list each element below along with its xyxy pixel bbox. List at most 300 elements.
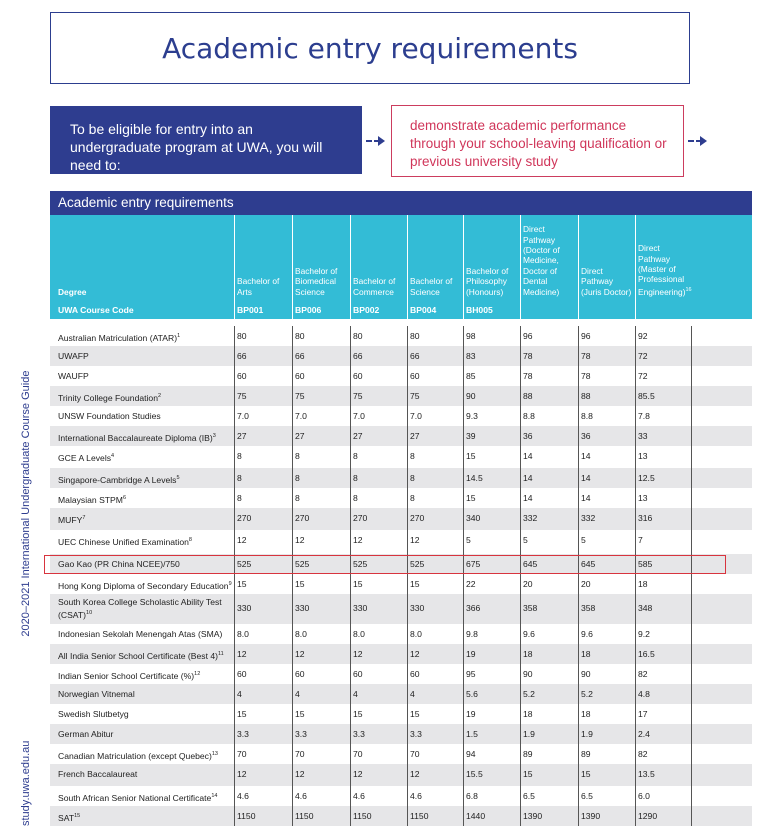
column-divider — [691, 326, 692, 346]
table-cell: 72 — [638, 371, 648, 381]
table-cell: 3.3 — [410, 729, 422, 739]
table-cell: 316 — [638, 513, 653, 523]
column-divider — [691, 684, 692, 704]
row-label: SAT$^{15}$ — [58, 812, 81, 823]
table-cell: 15 — [523, 769, 533, 779]
table-cell: 15 — [410, 579, 420, 589]
column-divider — [520, 301, 521, 319]
table-cell: 66 — [353, 351, 363, 361]
table-cell: 85 — [466, 371, 476, 381]
table-cell: 70 — [410, 749, 420, 759]
table-row — [50, 346, 752, 366]
column-header: Direct Pathway (Doctor of Medicine, Doctor of Dental Medicine) — [523, 224, 560, 297]
course-code: BP001 — [237, 305, 264, 315]
footnote-marker: 6 — [122, 495, 127, 501]
row-label: GCE A Levels$^4$ — [58, 452, 115, 463]
column-divider — [691, 488, 692, 508]
column-header: Bachelor of Arts — [237, 276, 280, 297]
row-label: UNSW Foundation Studies — [58, 411, 161, 421]
table-cell: 5 — [466, 535, 471, 545]
table-row — [50, 624, 752, 644]
table-cell: 75 — [237, 391, 247, 401]
row-label: South African Senior National Certificate$^{14}$ — [58, 792, 218, 803]
table-cell: 645 — [523, 559, 538, 569]
row-label: Norwegian Vitnemal — [58, 689, 135, 699]
table-cell: 12.5 — [638, 473, 655, 483]
footnote-marker: 5 — [176, 475, 180, 481]
table-cell: 585 — [638, 559, 653, 569]
table-cell: 8 — [295, 493, 300, 503]
table-row — [50, 806, 752, 826]
table-cell: 12 — [410, 769, 420, 779]
table-cell: 72 — [638, 351, 648, 361]
table-cell: 332 — [523, 513, 538, 523]
row-label: Indian Senior School Certificate (%)$^{12}$ — [58, 670, 201, 681]
table-cell: 8.0 — [353, 629, 365, 639]
table-cell: 4.8 — [638, 689, 650, 699]
table-cell: 8 — [410, 473, 415, 483]
table-cell: 92 — [638, 331, 648, 341]
column-divider — [691, 406, 692, 426]
column-divider — [691, 704, 692, 724]
table-cell: 96 — [581, 331, 591, 341]
table-cell: 12 — [353, 769, 363, 779]
footnote-marker: 4 — [111, 453, 115, 459]
table-cell: 78 — [523, 371, 533, 381]
table-row — [50, 644, 752, 664]
table-row — [50, 594, 752, 624]
table-cell: 19 — [466, 709, 476, 719]
column-divider — [691, 806, 692, 826]
table-cell: 1.9 — [581, 729, 593, 739]
column-divider — [691, 446, 692, 468]
table-cell: 80 — [237, 331, 247, 341]
table-cell: 270 — [410, 513, 425, 523]
table-cell: 12 — [295, 535, 305, 545]
table-cell: 14 — [581, 493, 591, 503]
footnote-marker: 8 — [188, 537, 192, 543]
table-cell: 60 — [410, 371, 420, 381]
table-row — [50, 406, 752, 426]
table-cell: 4 — [353, 689, 358, 699]
table-cell: 18 — [523, 649, 533, 659]
table-cell: 8.8 — [523, 411, 535, 421]
table-cell: 8 — [295, 473, 300, 483]
table-cell: 14.5 — [466, 473, 483, 483]
table-cell: 60 — [353, 371, 363, 381]
table-cell: 78 — [581, 371, 591, 381]
table-cell: 85.5 — [638, 391, 655, 401]
table-cell: 60 — [295, 371, 305, 381]
table-cell: 33 — [638, 431, 648, 441]
table-cell: 4 — [295, 689, 300, 699]
table-cell: 8 — [410, 493, 415, 503]
column-divider — [578, 301, 579, 319]
table-cell: 36 — [581, 431, 591, 441]
table-row — [50, 704, 752, 724]
table-cell: 5.6 — [466, 689, 478, 699]
column-header: Direct Pathway (Master of Professional Engineering)$^{16}$ — [638, 243, 692, 297]
table-cell: 9.8 — [466, 629, 478, 639]
table-cell: 12 — [410, 535, 420, 545]
table-row — [50, 664, 752, 684]
table-cell: 88 — [581, 391, 591, 401]
table-cell: 15 — [581, 769, 591, 779]
table-cell: 332 — [581, 513, 596, 523]
table-cell: 348 — [638, 603, 653, 613]
footnote-marker: 12 — [194, 671, 201, 677]
table-cell: 358 — [523, 603, 538, 613]
table-cell: 525 — [353, 559, 368, 569]
side-margin-text — [20, 86, 32, 826]
table-cell: 12 — [237, 535, 247, 545]
table-cell: 1150 — [353, 811, 372, 821]
table-cell: 94 — [466, 749, 476, 759]
table-cell: 60 — [353, 669, 363, 679]
table-cell: 4 — [237, 689, 242, 699]
table-cell: 5 — [523, 535, 528, 545]
row-label: Australian Matriculation (ATAR)$^1$ — [58, 332, 181, 343]
table-cell: 14 — [523, 493, 533, 503]
row-label: Malaysian STPM$^6$ — [58, 494, 127, 505]
table-cell: 60 — [295, 669, 305, 679]
table-cell: 4.6 — [353, 791, 365, 801]
footnote-marker: 15 — [74, 813, 81, 819]
table-cell: 17 — [638, 709, 648, 719]
table-cell: 12 — [295, 649, 305, 659]
table-cell: 7.0 — [353, 411, 365, 421]
table-cell: 75 — [295, 391, 305, 401]
table-cell: 8.8 — [581, 411, 593, 421]
table-cell: 7.0 — [410, 411, 422, 421]
table-cell: 15 — [466, 451, 476, 461]
intro-requirement-box: To be eligible for entry into an undergraduate program at UWA, you will need to: — [50, 106, 362, 174]
table-cell: 20 — [523, 579, 533, 589]
table-cell: 9.2 — [638, 629, 650, 639]
table-cell: 270 — [353, 513, 368, 523]
table-cell: 15 — [295, 579, 305, 589]
column-divider — [691, 724, 692, 744]
column-divider — [691, 386, 692, 406]
academic-performance-box: demonstrate academic performance through your school-leaving qualification or previous university study — [391, 105, 684, 177]
footnote-marker: 16 — [685, 286, 692, 293]
table-cell: 15 — [466, 493, 476, 503]
table-cell: 645 — [581, 559, 596, 569]
course-code-label: UWA Course Code — [58, 305, 134, 315]
highlight-box — [44, 555, 726, 574]
table-cell: 5.2 — [523, 689, 535, 699]
row-label: WAUFP — [58, 371, 89, 381]
table-cell: 8 — [353, 451, 358, 461]
column-divider — [691, 508, 692, 530]
table-cell: 83 — [466, 351, 476, 361]
table-cell: 14 — [581, 451, 591, 461]
table-cell: 14 — [523, 451, 533, 461]
table-row — [50, 326, 752, 346]
footnote-marker: 3 — [212, 433, 216, 439]
row-label: Singapore-Cambridge A Levels$^5$ — [58, 474, 180, 485]
table-cell: 4 — [410, 689, 415, 699]
table-cell: 366 — [466, 603, 481, 613]
table-cell: 8 — [237, 451, 242, 461]
site-url: study.uwa.edu.au — [20, 740, 32, 826]
row-label: Swedish Slutbetyg — [58, 709, 129, 719]
column-divider — [691, 764, 692, 786]
table-cell: 7 — [638, 535, 643, 545]
table-cell: 96 — [523, 331, 533, 341]
table-cell: 66 — [237, 351, 247, 361]
column-divider — [691, 530, 692, 554]
row-label: South Korea College Scholastic Ability Test (CSAT)$^{10}$ — [58, 597, 222, 620]
table-cell: 15 — [237, 709, 247, 719]
footnote-marker: 10 — [86, 610, 93, 616]
table-cell: 3.3 — [237, 729, 249, 739]
column-divider — [691, 786, 692, 806]
table-cell: 6.0 — [638, 791, 650, 801]
table-cell: 4.6 — [237, 791, 249, 801]
table-cell: 12 — [295, 769, 305, 779]
title-box — [50, 12, 690, 84]
table-cell: 8 — [237, 473, 242, 483]
table-cell: 340 — [466, 513, 481, 523]
table-cell: 82 — [638, 749, 648, 759]
table-cell: 90 — [581, 669, 591, 679]
row-label: UWAFP — [58, 351, 89, 361]
footnote-marker: 11 — [218, 651, 224, 657]
table-cell: 18 — [638, 579, 648, 589]
table-cell: 6.5 — [523, 791, 535, 801]
row-label: Indonesian Sekolah Menengah Atas (SMA) — [58, 629, 223, 639]
table-cell: 8.0 — [410, 629, 422, 639]
course-code: BP004 — [410, 305, 437, 315]
table-cell: 98 — [466, 331, 476, 341]
table-cell: 12 — [410, 649, 420, 659]
table-cell: 7.0 — [295, 411, 307, 421]
table-row — [50, 530, 752, 554]
table-cell: 27 — [237, 431, 247, 441]
table-cell: 525 — [237, 559, 252, 569]
table-cell: 14 — [523, 473, 533, 483]
table-cell: 8 — [353, 473, 358, 483]
table-cell: 27 — [410, 431, 420, 441]
table-cell: 90 — [523, 669, 533, 679]
table-cell: 15 — [353, 579, 363, 589]
table-cell: 20 — [581, 579, 591, 589]
table-cell: 80 — [295, 331, 305, 341]
table-cell: 70 — [353, 749, 363, 759]
table-cell: 14 — [581, 473, 591, 483]
table-cell: 525 — [295, 559, 310, 569]
table-row — [50, 744, 752, 764]
table-row — [50, 724, 752, 744]
column-divider — [691, 744, 692, 764]
footnote-marker: 7 — [82, 515, 86, 521]
table-cell: 13.5 — [638, 769, 655, 779]
row-label: UEC Chinese Unified Examination$^8$ — [58, 536, 192, 547]
table-cell: 9.3 — [466, 411, 478, 421]
table-row — [50, 426, 752, 446]
column-divider — [691, 664, 692, 684]
table-cell: 60 — [410, 669, 420, 679]
arrow-right-icon — [688, 134, 708, 148]
table-cell: 8 — [295, 451, 300, 461]
table-cell: 36 — [523, 431, 533, 441]
table-cell: 270 — [295, 513, 310, 523]
table-cell: 1.5 — [466, 729, 478, 739]
table-cell: 1290 — [638, 811, 658, 821]
table-cell: 90 — [466, 391, 476, 401]
column-header: Bachelor of Biomedical Science — [295, 265, 338, 297]
table-cell: 70 — [295, 749, 305, 759]
table-cell: 1390 — [523, 811, 543, 821]
table-cell: 95 — [466, 669, 476, 679]
table-cell: 330 — [353, 603, 368, 613]
table-cell: 525 — [410, 559, 425, 569]
column-header: Direct Pathway (Juris Doctor) — [581, 265, 632, 297]
table-cell: 13 — [638, 493, 648, 503]
table-cell: 18 — [581, 649, 591, 659]
table-cell: 330 — [410, 603, 425, 613]
table-cell: 8 — [237, 493, 242, 503]
table-cell: 358 — [581, 603, 596, 613]
table-cell: 7.8 — [638, 411, 650, 421]
course-code-row — [50, 301, 752, 319]
table-cell: 270 — [237, 513, 252, 523]
table-cell: 3.3 — [295, 729, 307, 739]
column-divider — [691, 644, 692, 664]
row-label: Canadian Matriculation (except Quebec)$^{13}$ — [58, 750, 218, 761]
table-cell: 75 — [353, 391, 363, 401]
column-divider — [635, 301, 636, 319]
table-cell: 39 — [466, 431, 476, 441]
table-cell: 60 — [237, 371, 247, 381]
footnote-marker: 13 — [211, 751, 218, 757]
column-header: Bachelor of Science — [410, 276, 453, 297]
table-row — [50, 508, 752, 530]
footnote-marker: 2 — [158, 393, 162, 399]
table-cell: 78 — [581, 351, 591, 361]
table-cell: 7.0 — [237, 411, 249, 421]
table-cell: 80 — [410, 331, 420, 341]
table-cell: 15 — [353, 709, 363, 719]
footnote-marker: 1 — [177, 333, 181, 339]
column-divider — [691, 574, 692, 594]
table-cell: 80 — [353, 331, 363, 341]
page-title: Academic entry requirements — [162, 31, 578, 65]
column-divider — [691, 366, 692, 386]
row-label: Trinity College Foundation$^2$ — [58, 392, 162, 403]
table-cell: 6.8 — [466, 791, 478, 801]
table-cell: 75 — [410, 391, 420, 401]
table-cell: 330 — [295, 603, 310, 613]
table-cell: 6.5 — [581, 791, 593, 801]
row-label: Gao Kao (PR China NCEE)/750 — [58, 559, 180, 569]
table-cell: 89 — [581, 749, 591, 759]
table-cell: 1440 — [466, 811, 486, 821]
table-row — [50, 786, 752, 806]
table-cell: 12 — [237, 649, 247, 659]
table-cell: 70 — [237, 749, 247, 759]
table-cell: 1390 — [581, 811, 601, 821]
table-row — [50, 468, 752, 488]
table-cell: 27 — [353, 431, 363, 441]
table-cell: 675 — [466, 559, 481, 569]
table-cell: 15.5 — [466, 769, 483, 779]
degree-label: Degree — [58, 286, 87, 297]
table-cell: 15 — [237, 579, 247, 589]
table-cell: 66 — [410, 351, 420, 361]
table-cell: 9.6 — [523, 629, 535, 639]
arrow-right-icon — [366, 134, 386, 148]
column-divider — [691, 426, 692, 446]
row-label: French Baccalaureat — [58, 769, 138, 779]
table-row — [50, 684, 752, 704]
course-code: BP002 — [353, 305, 380, 315]
column-header: Bachelor of Commerce — [353, 276, 396, 297]
table-row — [50, 446, 752, 468]
table-row — [50, 574, 752, 594]
table-cell: 8.0 — [237, 629, 249, 639]
guide-title: 2020–2021 International Undergraduate Course Guide — [20, 370, 32, 637]
table-cell: 1150 — [410, 811, 429, 821]
table-cell: 4.6 — [410, 791, 422, 801]
table-row — [50, 488, 752, 508]
table-cell: 18 — [581, 709, 591, 719]
table-cell: 16.5 — [638, 649, 655, 659]
column-divider — [691, 624, 692, 644]
table-cell: 9.6 — [581, 629, 593, 639]
table-cell: 15 — [410, 709, 420, 719]
row-label: International Baccalaureate Diploma (IB)$^3$ — [58, 432, 216, 443]
table-cell: 8 — [353, 493, 358, 503]
table-cell: 22 — [466, 579, 476, 589]
footnote-marker: 9 — [228, 581, 232, 587]
row-label: MUFY$^7$ — [58, 514, 86, 525]
table-cell: 1.9 — [523, 729, 535, 739]
column-divider — [691, 468, 692, 488]
table-cell: 19 — [466, 649, 476, 659]
table-cell: 60 — [237, 669, 247, 679]
table-row — [50, 764, 752, 786]
table-cell: 66 — [295, 351, 305, 361]
table-cell: 88 — [523, 391, 533, 401]
table-row — [50, 366, 752, 386]
footnote-marker: 14 — [211, 793, 218, 799]
table-heading: Academic entry requirements — [50, 191, 752, 215]
table-cell: 1150 — [237, 811, 256, 821]
table-cell: 18 — [523, 709, 533, 719]
table-row — [50, 386, 752, 406]
table-cell: 1150 — [295, 811, 314, 821]
table-cell: 3.3 — [353, 729, 365, 739]
column-header: Bachelor of Philosophy (Honours) — [466, 265, 509, 297]
table-cell: 78 — [523, 351, 533, 361]
course-code: BP006 — [295, 305, 322, 315]
table-cell: 82 — [638, 669, 648, 679]
table-cell: 330 — [237, 603, 252, 613]
table-cell: 8 — [410, 451, 415, 461]
table-cell: 4.6 — [295, 791, 307, 801]
column-header-row — [50, 215, 752, 301]
table-cell: 15 — [295, 709, 305, 719]
column-divider — [691, 346, 692, 366]
course-code: BH005 — [466, 305, 493, 315]
table-cell: 89 — [523, 749, 533, 759]
table-cell: 2.4 — [638, 729, 650, 739]
table-cell: 12 — [237, 769, 247, 779]
table-cell: 12 — [353, 535, 363, 545]
row-label: Hong Kong Diploma of Secondary Education$^9$ — [58, 580, 232, 591]
